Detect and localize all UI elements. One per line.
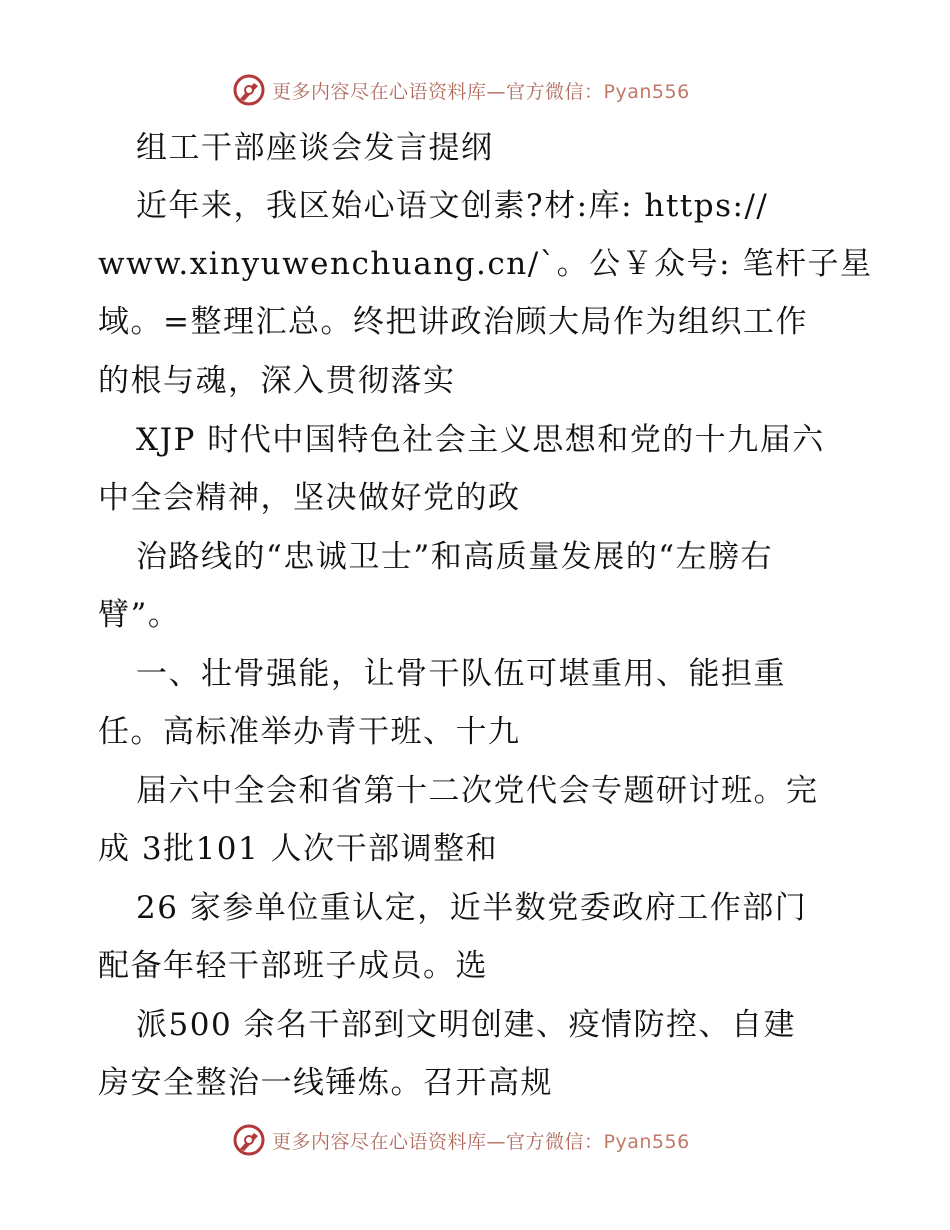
pen-logo-icon xyxy=(232,1123,266,1157)
text-line: 域。=整理汇总。终把讲政治顾大局作为组织工作 xyxy=(98,304,808,340)
text-line: XJP 时代中国特色社会主义思想和党的十九届六 xyxy=(136,422,825,458)
text-line: 成 3批101 人次干部调整和 xyxy=(98,831,499,867)
text-line: 房安全整治一线锤炼。召开高规 xyxy=(98,1065,553,1101)
watermark-text: 更多内容尽在心语资料库—官方微信：Pyan556 xyxy=(272,1130,690,1153)
text-line: 26 家参单位重认定，近半数党委政府工作部门 xyxy=(136,890,808,926)
text-line: 中全会精神，坚决做好党的政 xyxy=(98,480,521,516)
text-line: 届六中全会和省第十二次党代会专题研讨班。完 xyxy=(136,773,819,809)
text-line: 的根与魂，深入贯彻落实 xyxy=(98,363,456,399)
footer-watermark xyxy=(232,1122,712,1158)
text-line: 近年来，我区始心语文创素?材:库: https:// xyxy=(136,188,769,224)
text-line: 任。高标准举办青干班、十九 xyxy=(98,714,521,750)
text-line: 臂”。 xyxy=(98,597,181,633)
text-line: 治路线的“忠诚卫士”和高质量发展的“左膀右 xyxy=(136,539,774,575)
header-watermark xyxy=(232,72,712,108)
text-line: www.xinyuwenchuang.cn/`。公￥众号: 笔杆子星 xyxy=(98,246,873,282)
watermark-text: 更多内容尽在心语资料库—官方微信：Pyan556 xyxy=(272,80,690,103)
document-title: 组工干部座谈会发言提纲 xyxy=(136,130,494,166)
text-line: 配备年轻干部班子成员。选 xyxy=(98,948,488,984)
pen-logo-icon xyxy=(232,73,266,107)
text-line: 一、壮骨强能，让骨干队伍可堪重用、能担重 xyxy=(136,656,786,692)
text-line: 派500 余名干部到文明创建、疫情防控、自建 xyxy=(136,1007,797,1043)
